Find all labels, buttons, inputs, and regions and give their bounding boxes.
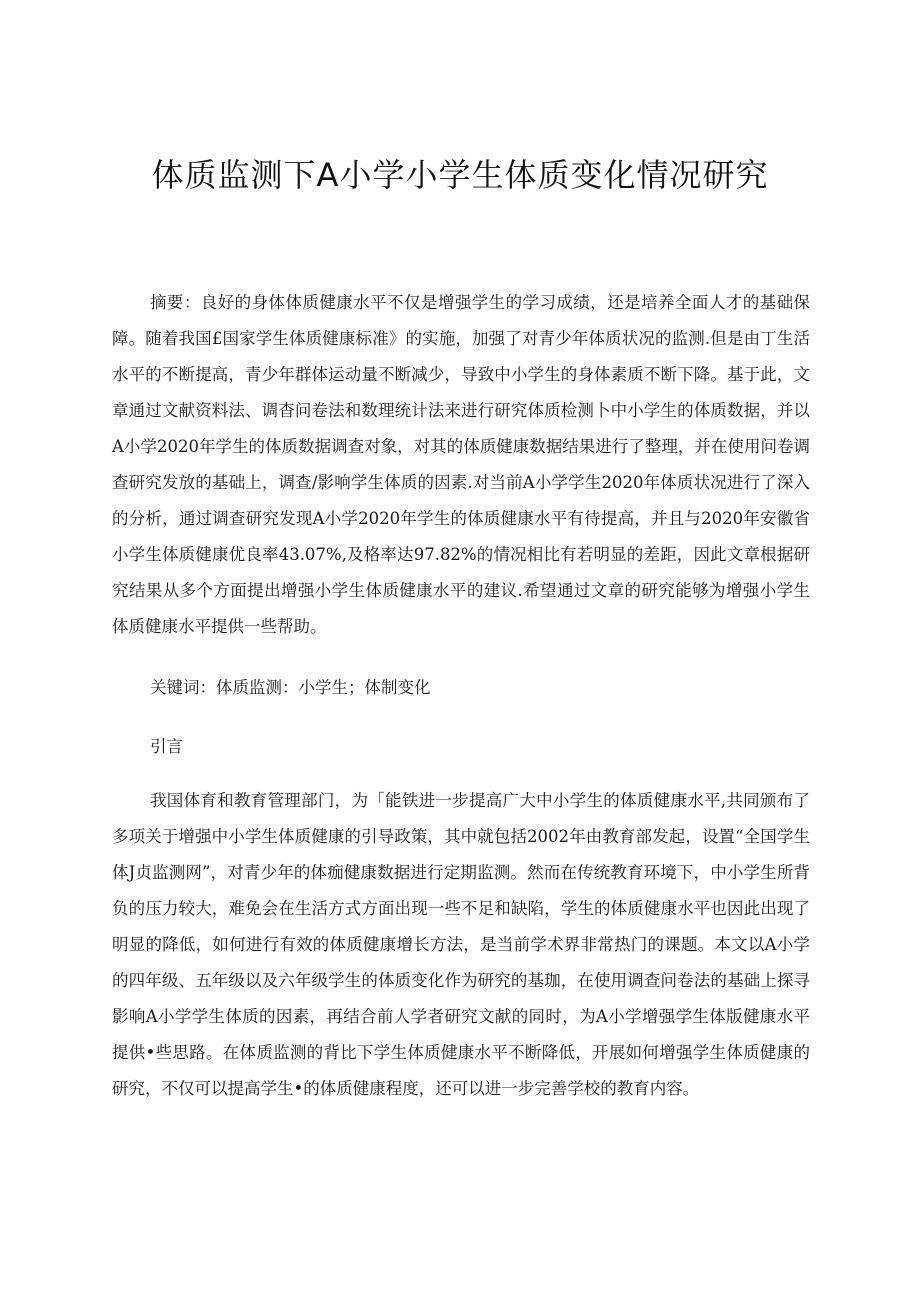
- introduction-paragraph: 我国体育和教育管理部门，为「能铁进一步提高广大中小学生的体质健康水平,共同颁布了多项关于增强中小学生体质健康的引导政策，其中就包括2002年由教育部发起，设置“全国学生体J贞监测网”，对青少年的体痂健康数据进行定期监测。然而在传统教育环境下，中小学生所背负的压力较大，难免会在生活方式方面出现一些不足和缺陷，学生的体质健康水平也因此出现了明显的降低，如何进行有效的体质健康增长方法，是当前学术界非常热门的课题。本文以A小学的四年级、五年级以及六年级学生的体质变化作为研究的基珈，在使用调查问卷法的基础上探寻影响A小学学生体质的因素，再结合前人学者研究文献的同时，为A小学增强学生体版健康水平提供•些思路。在体质监测的背比下学生体质健康水平不断降低，开展如何增强学生体质健康的研究，不仅可以提高学生•的体质健康程度，还可以进一步完善学校的教育内容。: [112, 791, 810, 1098]
- abstract-paragraph: 摘要：良好的身体体质健康水平不仅是增强学生的学习成绩，还是培养全面人才的基础保障。随着我国£国家学生体质健康标准》的实施，加强了对青少年体质状况的监测.但是由丁生活水平的不断提高，青少年群体运动量不断减少，导致中小学生的身体素质不断下降。基于此，文章通过文献资料法、调杳问卷法和数理统计法来进行研究体质检测卜中小学生的体质数据，并以A小学2020年学生的体质数据调查对象，对其的体质健康数据结果进行了整理，并在使用问卷调查研究发放的基础上，调查/影响学生体质的因素.对当前A小学学生2020年体质状况进行了深入的分析，通过调查研究发现A小学2020年学生的体质健康水平有待提高，并且与2020年安徽省小学生体质健康优良率43.07%,及格率达97.82%的情况相比有若明显的差距，因此文章根据研究结果从多个方面提出增强小学生体质健康水平的建议.希望通过文章的研究能够为增强小学生体质健康水平提供一些帮助。: [112, 293, 810, 636]
- paper-title: 体质监测下A小学小学生体质变化情况研究: [151, 156, 769, 194]
- keywords-line: 关键词：体质监测：小学生；体制变化: [150, 678, 431, 697]
- section-heading-introduction: 引言: [150, 737, 183, 756]
